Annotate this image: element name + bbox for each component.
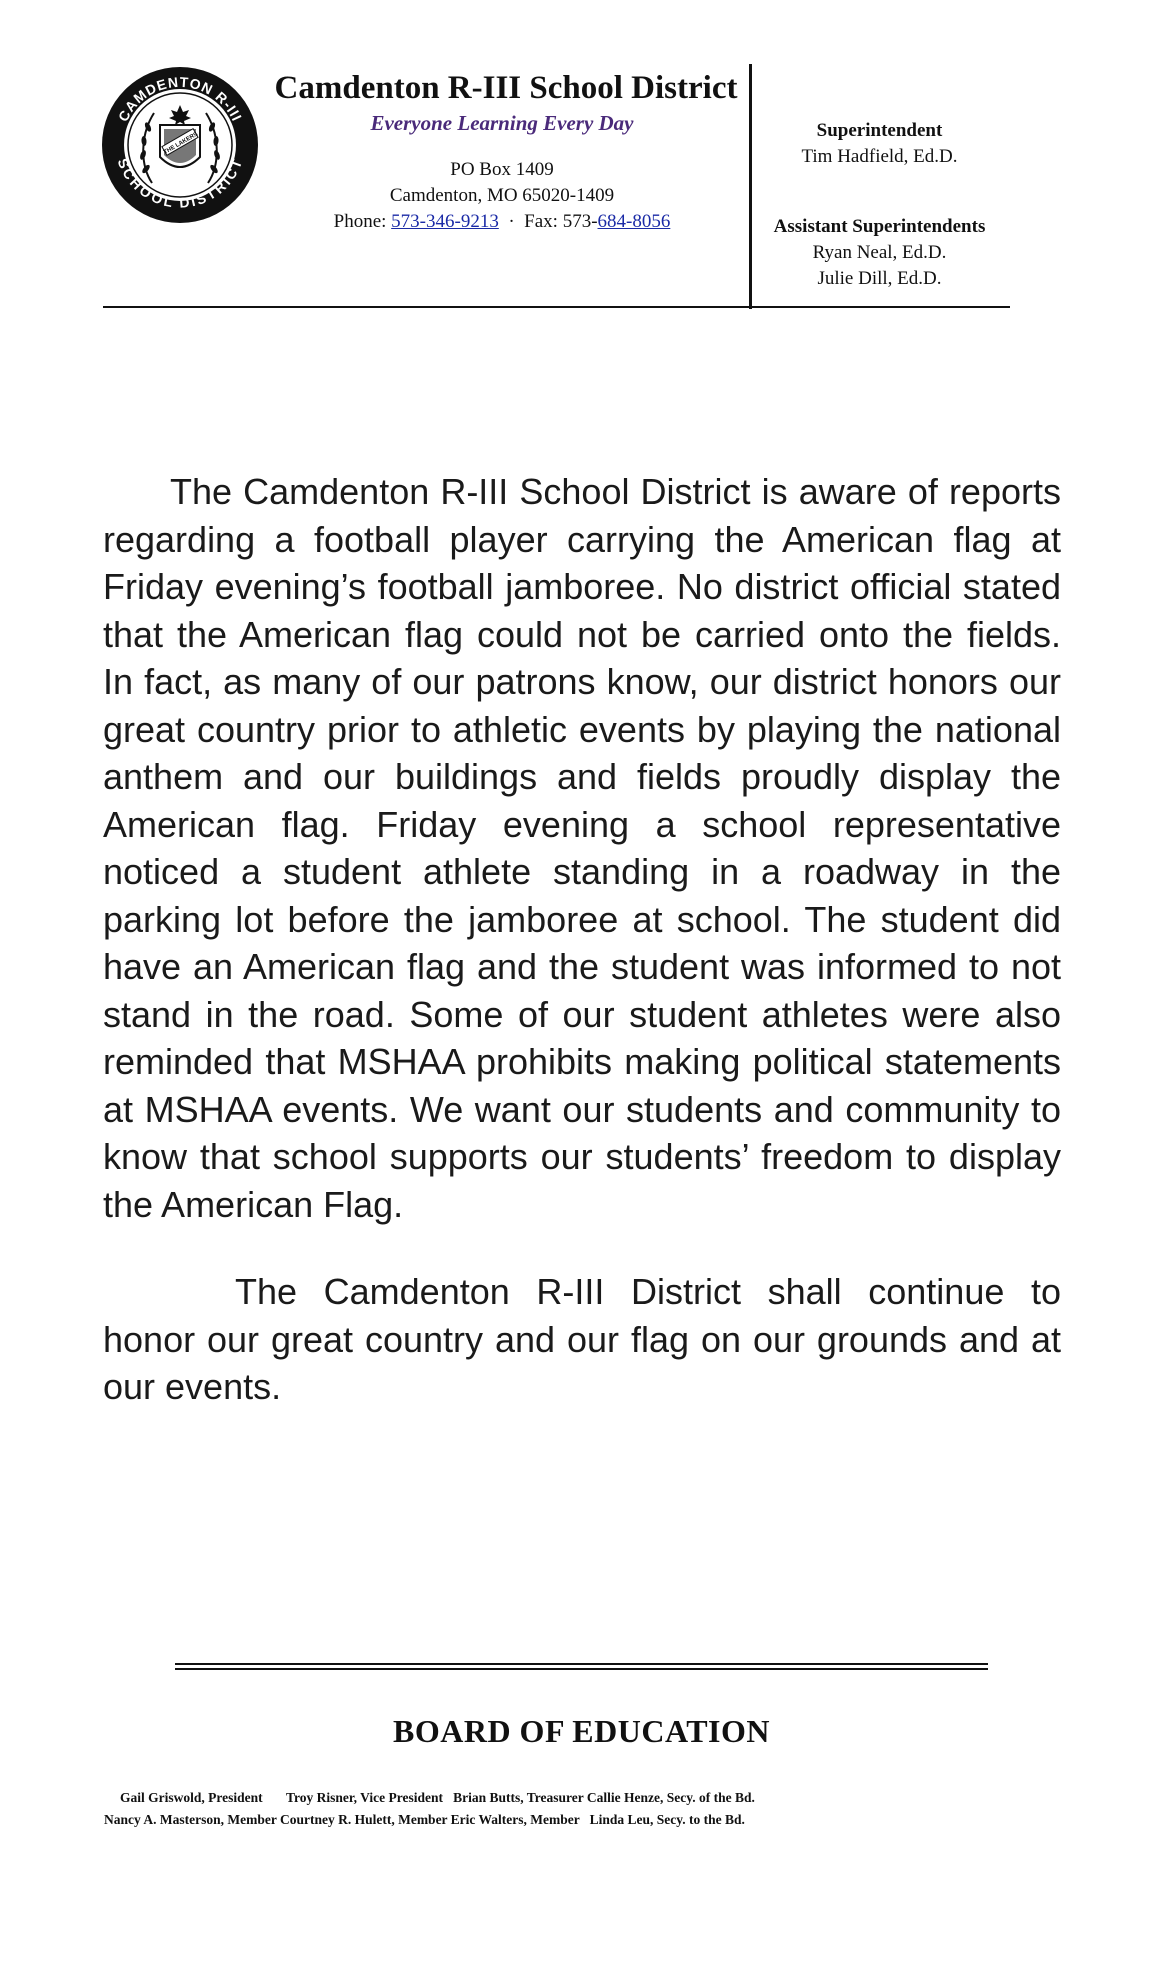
district-info — [252, 70, 752, 235]
district-name: Camdenton R-III School District — [274, 70, 738, 106]
contact-separator: · — [508, 211, 515, 232]
assistant-superintendents-label: Assistant Superintendents — [773, 216, 986, 237]
footer-double-rule — [175, 1663, 988, 1670]
address-line1: PO Box 1409 — [450, 159, 554, 180]
address-line2: Camdenton, MO 65020-1409 — [389, 185, 615, 206]
board-members-line: Gail Griswold, President Troy Risner, Vice President Brian Butts, Treasurer Callie Henze, Secy. of the Bd. — [120, 1790, 755, 1805]
seal-bottom-text: SCHOOL DISTRICT — [114, 156, 246, 212]
superintendent-label: Superintendent — [816, 120, 943, 141]
address-block — [252, 157, 752, 235]
seal-top-text: CAMDENTON R-III — [114, 73, 246, 125]
contact-line — [252, 209, 752, 235]
seal-crest-text: THE LAKERS — [162, 131, 200, 156]
district-seal-icon — [100, 65, 260, 225]
phone-link[interactable]: 573-346-9213 — [391, 211, 499, 232]
fax-prefix: 573- — [562, 211, 598, 232]
officers-block — [752, 118, 1007, 292]
assistant-superintendent-name: Ryan Neal, Ed.D. — [812, 242, 947, 263]
letterhead — [0, 0, 1170, 320]
board-title: BOARD OF EDUCATION — [392, 1713, 770, 1749]
board-members-line: Nancy A. Masterson, Member Courtney R. Hulett, Member Eric Walters, Member Linda Leu, Secy. to the Bd. — [104, 1812, 745, 1827]
fax-label: Fax: — [524, 211, 558, 232]
fax-link[interactable]: 684-8056 — [597, 211, 671, 232]
superintendent-name: Tim Hadfield, Ed.D. — [801, 146, 958, 167]
assistant-superintendent-name: Julie Dill, Ed.D. — [817, 268, 942, 289]
header-rule — [103, 306, 750, 308]
statement-body — [103, 468, 1061, 1411]
phone-label: Phone: — [333, 211, 387, 232]
statement-paragraph: The Camdenton R-III District shall continue to honor our great country and our flag on our grounds and at our events. — [103, 1271, 1061, 1407]
statement-paragraph: The Camdenton R-III School District is aware of reports regarding a football player carrying the American flag at Friday evening’s football jamboree. No district official stated that the American flag could not be carried onto the fields. In fact, as many of our patrons know, our district honors our great country prior to athletic events by playing the national anthem and our buildings and fields proudly display the American flag. Friday evening a school representative noticed a student athlete standing in a roadway in the parking lot before the jamboree at school. The student did have an American flag and the student was informed to not stand in the road. Some of our student athletes were also reminded that MSHAA prohibits making political statements at MSHAA events. We want our students and community to know that school supports our students’ freedom to display the American Flag. — [103, 471, 1061, 1225]
district-motto: Everyone Learning Every Day — [370, 111, 634, 135]
header-rule-right — [750, 306, 1010, 308]
